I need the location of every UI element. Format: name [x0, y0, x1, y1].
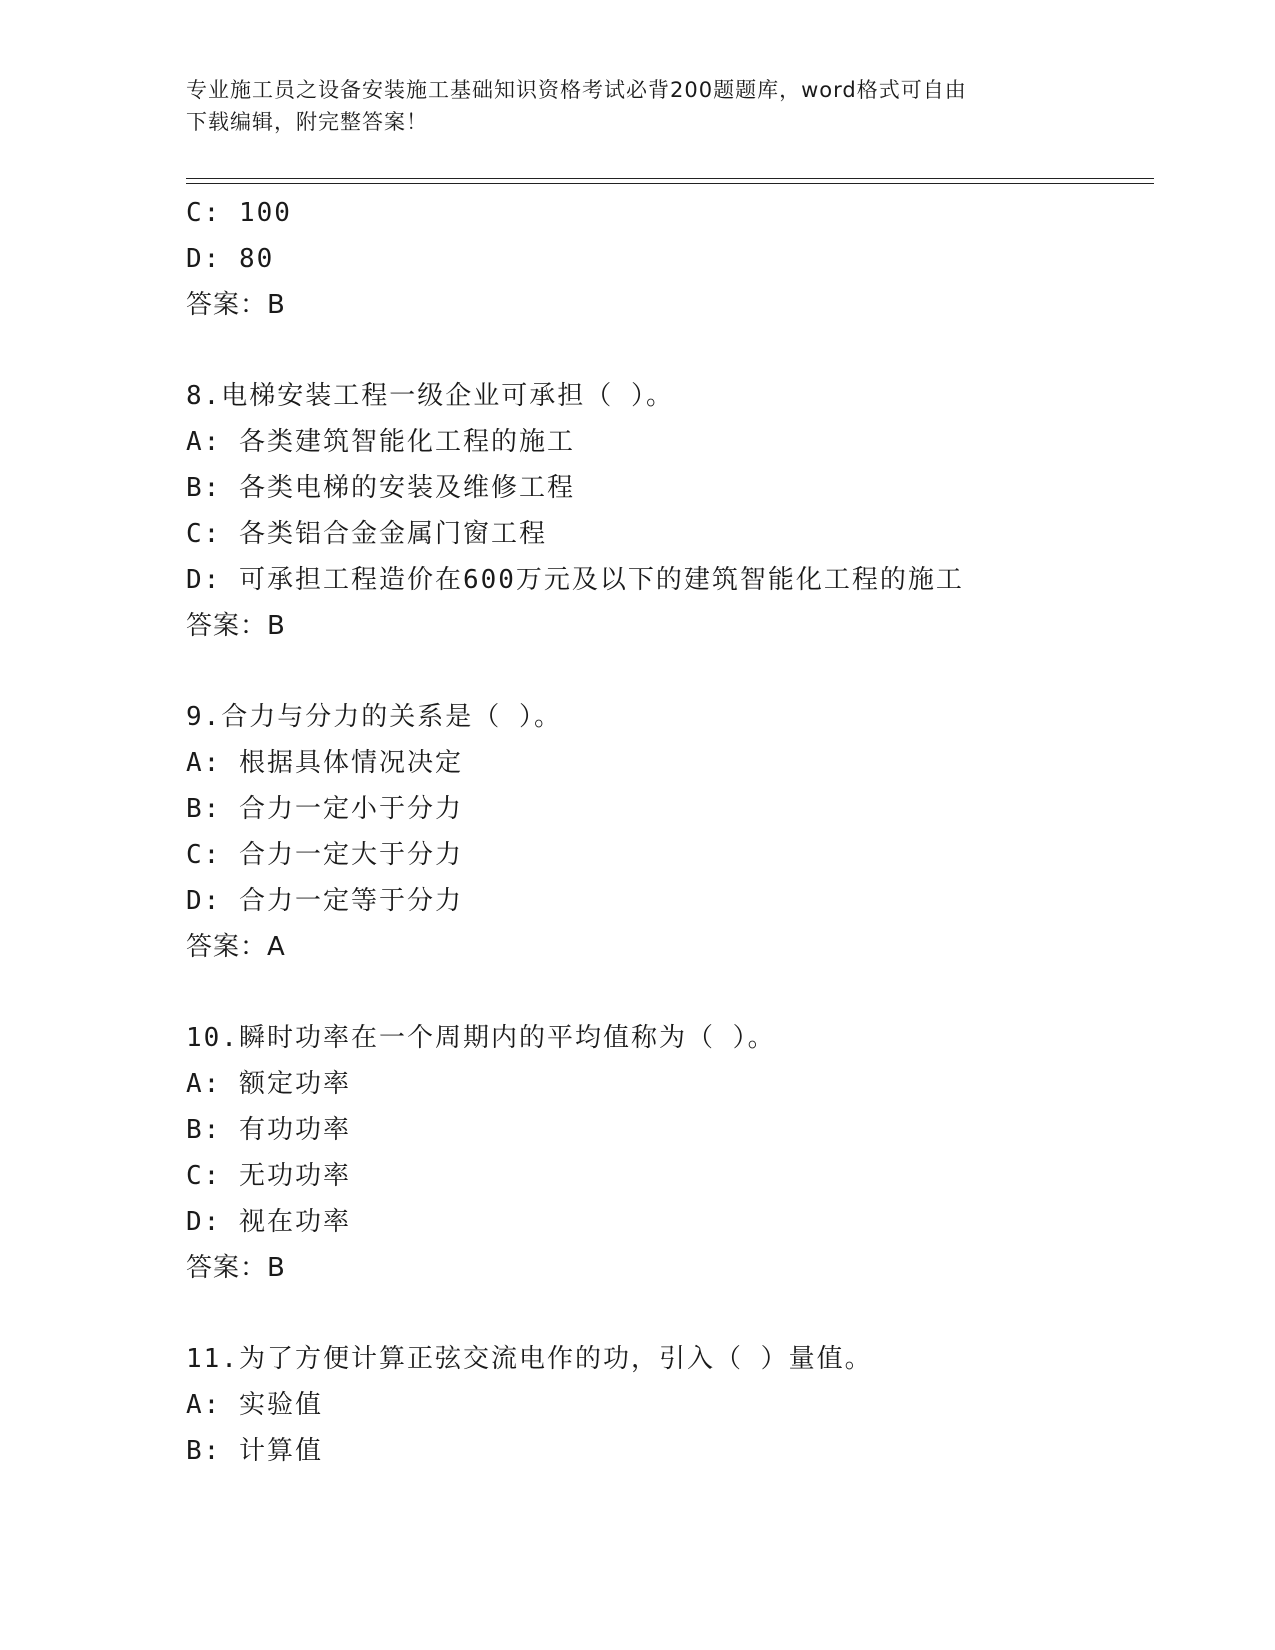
option-a: A: 实验值 [186, 1390, 323, 1420]
option-d: D: 80 [186, 244, 275, 274]
header-divider [186, 178, 1154, 179]
header-divider-second [186, 183, 1154, 184]
option-c: C: 合力一定大于分力 [186, 840, 463, 870]
question-block [186, 1015, 1154, 1291]
option-d: D: 可承担工程造价在600万元及以下的建筑智能化工程的施工 [186, 565, 964, 595]
question-stem: 11.为了方便计算正弦交流电作的功，引入（ ）量值。 [186, 1344, 873, 1374]
answer-line: 答案：B [186, 1253, 286, 1283]
answer-line: 答案：B [186, 290, 286, 320]
option-b: B: 有功功率 [186, 1115, 351, 1145]
question-stem: 8.电梯安装工程一级企业可承担（ ）。 [186, 381, 674, 411]
question-stem: 9.合力与分力的关系是（ ）。 [186, 702, 562, 732]
option-a: A: 各类建筑智能化工程的施工 [186, 427, 575, 457]
header-line-1: 专业施工员之设备安装施工基础知识资格考试必背200题题库，word格式可自由 [186, 78, 967, 102]
option-d: D: 视在功率 [186, 1207, 351, 1237]
question-block [186, 1336, 1154, 1474]
answer-line: 答案：B [186, 611, 286, 641]
question-stem: 10.瞬时功率在一个周期内的平均值称为（ ）。 [186, 1023, 776, 1053]
option-c: C: 无功功率 [186, 1161, 351, 1191]
question-block [186, 373, 1154, 649]
document-header [186, 74, 1066, 138]
option-a: A: 根据具体情况决定 [186, 748, 463, 778]
question-list [186, 190, 1154, 1474]
option-c: C: 各类铝合金金属门窗工程 [186, 519, 547, 549]
option-d: D: 合力一定等于分力 [186, 886, 463, 916]
question-block [186, 694, 1154, 970]
answer-line: 答案：A [186, 932, 286, 962]
option-b: B: 各类电梯的安装及维修工程 [186, 473, 575, 503]
prev-question-block [186, 190, 1154, 328]
option-b: B: 合力一定小于分力 [186, 794, 463, 824]
option-a: A: 额定功率 [186, 1069, 351, 1099]
header-line-2: 下载编辑，附完整答案！ [186, 110, 428, 134]
option-c: C: 100 [186, 198, 292, 228]
option-b: B: 计算值 [186, 1436, 323, 1466]
